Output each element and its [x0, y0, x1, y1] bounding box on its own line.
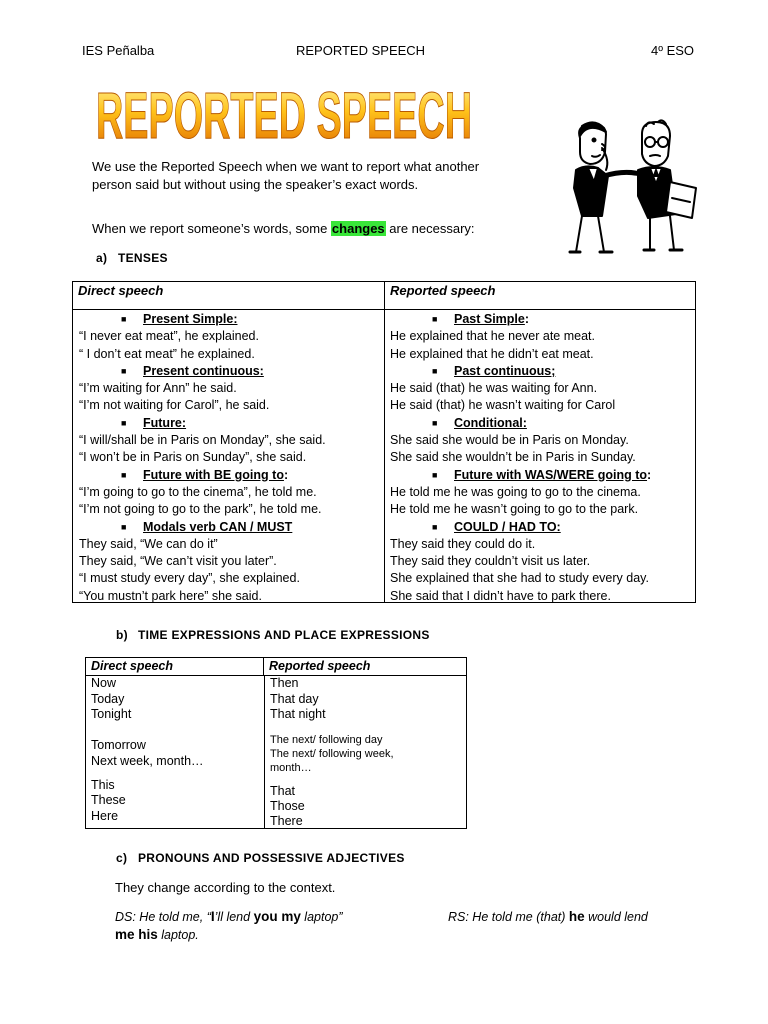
changes-sentence — [92, 221, 475, 236]
tenses-reported-column — [385, 310, 651, 603]
tense-heading — [390, 519, 651, 536]
time-reported-item: Those — [270, 799, 305, 813]
time-direct-item: Now — [91, 676, 117, 690]
tense-heading — [390, 363, 651, 380]
example-sentence: He explained that he never ate meat. — [390, 329, 595, 344]
time-reported-item: That — [270, 784, 296, 798]
example-direct-speech — [115, 909, 343, 924]
tense-heading-label: Present continuous: — [143, 363, 264, 378]
time-reported-item: The next/ following day — [270, 734, 383, 746]
intro-line-1: We use the Reported Speech when we want to report what another — [92, 159, 480, 174]
example-sentence: “I’m waiting for Ann” he said. — [79, 381, 237, 396]
header-school: IES Peñalba — [82, 43, 155, 58]
section-a-title: TENSES — [118, 251, 168, 265]
ex-rs-end-2: laptop. — [157, 928, 199, 942]
tense-heading — [79, 311, 384, 328]
time-reported-item: month… — [270, 762, 312, 774]
tense-heading-label: Past continuous; — [454, 363, 556, 378]
bullet-icon: ■ — [432, 417, 438, 428]
time-direct-item: This — [91, 778, 115, 792]
example-sentence: He told me he was going to go to the cinema. — [390, 484, 641, 499]
tense-heading — [79, 519, 384, 536]
example-sentence: He told me he wasn’t going to go to the park. — [390, 502, 639, 517]
time-direct-column — [86, 676, 265, 829]
bullet-icon: ■ — [121, 469, 127, 480]
tense-heading-label: Future with WAS/WERE going to — [454, 467, 648, 482]
tense-heading-label: COULD / HAD TO: — [454, 519, 561, 534]
example-sentence: “I never eat meat”, he explained. — [79, 329, 259, 344]
time-reported-column — [265, 676, 466, 829]
tense-heading-suffix: : — [647, 467, 652, 482]
tenses-direct-column — [73, 310, 385, 603]
tense-heading-suffix: : — [524, 312, 530, 326]
whispering-men-illustration — [558, 118, 704, 256]
example-reported-speech — [448, 909, 648, 924]
time-direct-item: Here — [91, 809, 119, 823]
tense-heading-label: Conditional: — [454, 415, 527, 430]
example-sentence: “ I don’t eat meat” he explained. — [79, 346, 255, 361]
ex-ds-prefix: DS: He told me, “ — [115, 910, 211, 924]
time-head-reported: Reported speech — [269, 659, 371, 673]
tenses-head-reported: Reported speech — [390, 283, 496, 298]
example-sentence: She said she wouldn’t be in Paris in Sunday. — [390, 450, 636, 465]
section-c-title: PRONOUNS AND POSSESSIVE ADJECTIVES — [138, 851, 405, 865]
bullet-icon: ■ — [432, 521, 438, 532]
tense-heading-label: Future with BE going to — [143, 467, 284, 482]
time-reported-item: The next/ following week, — [270, 748, 394, 760]
time-direct-item: These — [91, 793, 126, 807]
changes-after: are necessary: — [385, 221, 475, 236]
ex-rs-prefix: RS: He told me (that) — [448, 910, 569, 924]
time-direct-item: Tonight — [91, 707, 132, 721]
section-a-label: a) — [96, 251, 108, 265]
page-title-text: REPORTED SPEECH — [96, 78, 472, 152]
section-c-heading — [116, 851, 405, 865]
time-direct-item: Next week, month… — [91, 754, 204, 768]
section-a-heading — [96, 251, 168, 265]
example-sentence: “I’m not going to go to the park”, he told me. — [79, 502, 322, 517]
ex-ds-mid: ’ll lend — [214, 910, 254, 924]
example-sentence: He explained that he didn’t eat meat. — [390, 346, 594, 361]
example-sentence: They said they couldn’t visit us later. — [390, 554, 591, 569]
ex-rs-bold: he — [568, 909, 585, 924]
example-sentence: She said she would be in Paris on Monday. — [390, 433, 629, 448]
time-direct-item: Today — [91, 692, 125, 706]
ex-ds-end: laptop” — [300, 910, 343, 924]
ex-rs-end: would lend — [584, 910, 648, 924]
example-sentence: “I will/shall be in Paris on Monday”, she said. — [79, 433, 326, 448]
time-reported-item: That night — [270, 707, 326, 721]
tenses-head-direct: Direct speech — [73, 282, 385, 309]
time-direct-item: Tomorrow — [91, 738, 146, 752]
section-c-label: c) — [116, 851, 128, 865]
tense-heading — [390, 311, 651, 328]
intro-line-2: person said but without using the speaker’s exact words. — [92, 177, 419, 192]
tense-heading-label: Past Simple — [454, 312, 525, 326]
tense-heading — [79, 467, 384, 484]
intro-paragraph — [92, 158, 479, 194]
bullet-icon: ■ — [121, 417, 127, 428]
example-sentence: He said (that) he wasn’t waiting for Carol — [390, 398, 616, 413]
tense-heading — [390, 467, 651, 484]
example-sentence: They said they could do it. — [390, 536, 536, 551]
time-reported-item: Then — [270, 676, 299, 690]
time-reported-item: That day — [270, 692, 319, 706]
tense-heading-label: Present Simple: — [143, 312, 238, 326]
ex-ds-bold-2: you my — [253, 909, 301, 924]
time-reported-item: There — [270, 814, 303, 828]
page-title — [94, 78, 474, 152]
context-sentence: They change according to the context. — [115, 880, 336, 895]
example-sentence: “You mustn’t park here” she said. — [79, 588, 262, 603]
section-b-label: b) — [116, 628, 128, 642]
example-sentence: They said, “We can do it” — [79, 536, 218, 551]
example-sentence: She said that I didn’t have to park there. — [390, 588, 611, 603]
tense-heading-label: Modals verb CAN / MUST — [143, 519, 293, 534]
example-sentence: He said (that) he was waiting for Ann. — [390, 381, 598, 396]
section-b-heading — [116, 628, 430, 642]
ex-rs-bold-2: me his — [115, 927, 158, 942]
example-sentence: She explained that she had to study every day. — [390, 571, 649, 586]
header-subject: REPORTED SPEECH — [296, 43, 426, 58]
example-sentence: “I’m going to go to the cinema”, he told me. — [79, 484, 317, 499]
tenses-table — [72, 281, 696, 603]
example-sentence: “I won’t be in Paris on Sunday”, she said. — [79, 450, 307, 465]
bullet-icon: ■ — [432, 469, 438, 480]
bullet-icon: ■ — [121, 521, 127, 532]
time-head-direct: Direct speech — [86, 658, 264, 675]
tense-heading — [79, 363, 384, 380]
example-sentence: “I must study every day”, she explained. — [79, 571, 300, 586]
ex-ds-bold-1: I — [210, 909, 215, 924]
tense-heading — [79, 415, 384, 432]
header-level: 4º ESO — [651, 43, 695, 58]
bullet-icon: ■ — [121, 365, 127, 376]
example-reported-speech-cont — [115, 927, 199, 942]
bullet-icon: ■ — [432, 314, 438, 324]
changes-before: When we report someone’s words, some — [92, 221, 331, 236]
tense-heading-suffix: : — [283, 467, 289, 482]
tense-heading-label: Future: — [143, 415, 187, 430]
time-expressions-table — [85, 657, 467, 829]
example-sentence: They said, “We can’t visit you later”. — [79, 554, 277, 569]
bullet-icon: ■ — [121, 314, 127, 324]
bullet-icon: ■ — [432, 365, 438, 376]
section-b-title: TIME EXPRESSIONS AND PLACE EXPRESSIONS — [138, 628, 430, 642]
tense-heading — [390, 415, 651, 432]
tenses-table-header — [73, 282, 695, 310]
changes-highlight: changes — [331, 221, 385, 236]
example-sentence: “I’m not waiting for Carol”, he said. — [79, 398, 270, 413]
